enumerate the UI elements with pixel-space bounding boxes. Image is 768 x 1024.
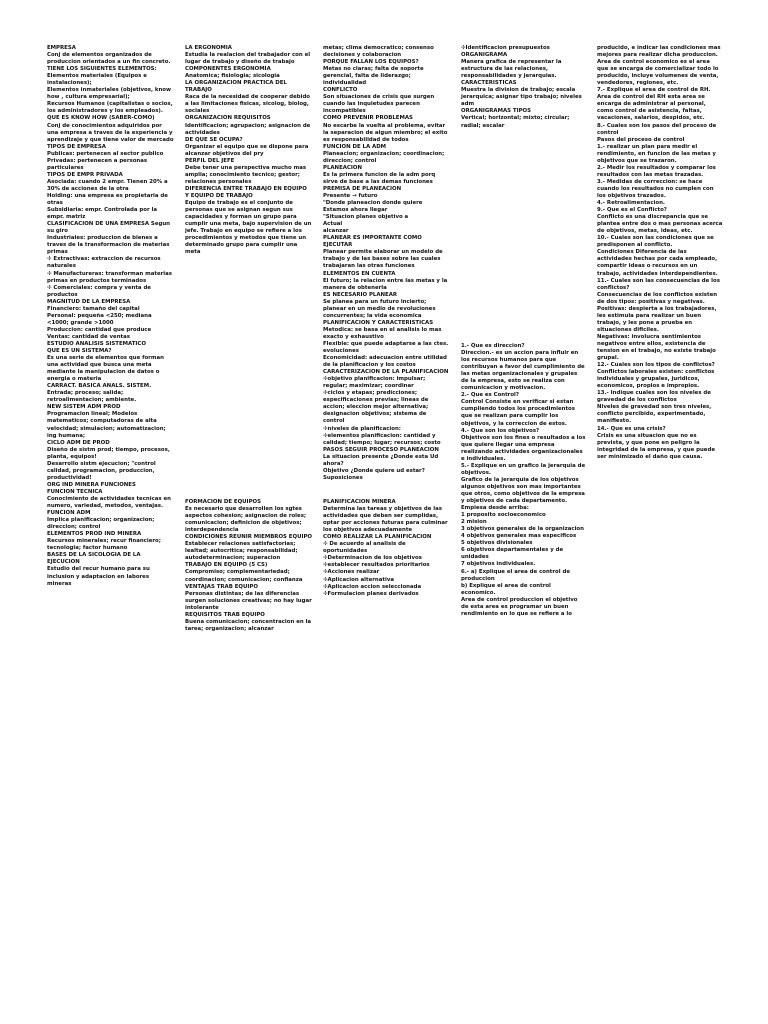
text-line: Entrada; proceso; salida; retroalimentacion; ambiente. <box>47 390 137 404</box>
text-line: 1.- realizar un plan para medir el rendimiento, en funcion de las metas y objetivos que se trazaron. <box>597 143 716 164</box>
text-line: No escarbe la vuelta al problema, evitar la separacion de algun miembro; el exito es responsabilidad de todos <box>323 122 448 143</box>
text-line: Control Consiste en verificar si estan cumpliendo todos los procedimientos que se realizan para cumplir los objetivos, y la correccion de estos. <box>461 399 575 427</box>
text-line: FUNCION ADM <box>47 510 91 517</box>
text-line: ELEMENTOS PROD IND MINERA <box>47 531 142 538</box>
text-line: Compromiso; complementariedad; coordinacion; comunicacion; confianza <box>185 569 303 583</box>
text-line: 7 objetivos individuales. <box>461 561 536 568</box>
text-line: DE QUE SE OCUPA? <box>185 136 243 143</box>
text-line: COMO REALIZAR LA PLANIFICACION <box>323 534 432 541</box>
text-line: Diseño de sistm prod; tiempo, procesos, planta, equipos! <box>47 446 170 460</box>
text-line: ELEMENTOS EN CUENTA <box>323 270 396 277</box>
text-line: ES NECESARIO PLANEAR <box>323 291 398 298</box>
text-line: Metas no claras; falta de soporte gerencial, falta de liderazgo; individualidad <box>323 66 424 87</box>
text-line: LA ORGANIZACION PRACTICA DEL TRABAJO <box>185 80 287 94</box>
text-line: Se planea para un futuro incierto; planear en un medio de revoluciones concurrentes; la vida economica <box>323 298 436 319</box>
text-line: Implica planificacion; organizacion; direccion; control <box>47 517 155 531</box>
text-line: Estudia la realacion del trabajador con el lugar de trabajo y diseño de trabajo <box>185 52 311 66</box>
text-column-2 <box>185 45 312 256</box>
text-line: MAGNITUD DE LA EMPRESA <box>47 298 131 305</box>
text-line: alcanzar <box>323 228 349 235</box>
text-line: ORGANIGRAMA <box>461 52 508 59</box>
text-line: Elementos inmateriales (objetivos, know how , cultura empresarial); <box>47 87 171 101</box>
text-line: Economicidad: adecuacion entre utilidad de la planificacion y los costos <box>323 355 447 369</box>
text-line: Establecer relaciones satisfactorias; lealtad; autocritica; responsabilidad; autodeterminacion; superacion <box>185 541 298 562</box>
text-line: Es necesario que desarrollen los sgtes aspectos cohesion; asignacion de roles; comunicacion; definicion de objetivos; interdependencia <box>185 506 307 534</box>
text-line: ✢Identificacion presupuestos <box>461 45 550 51</box>
text-line: Pasos del proceso de control <box>597 136 685 143</box>
text-line: Raca de la necesidad de cooperar debido a las limitaciones fisicas, sicolog, biolog, sociales <box>185 94 311 115</box>
text-line: QUE ES KNOW HOW (SABER-COMO) <box>47 115 155 122</box>
text-line: Actual <box>323 221 343 228</box>
text-line: ORGANIZACION REQUISITOS <box>185 115 271 122</box>
text-line: 11.- Cuales son las consecuencias de los conflictos? <box>597 277 720 291</box>
text-line: PREMISA DE PLANEACION <box>323 185 402 192</box>
text-line: El futuro; la relacion entre las metas y la manera de obtenerla <box>323 277 448 291</box>
text-line: Grafico de la jerarquia de los objetivos algunos objetivos son mas importantes que otros, como objetivos de la empresa y objetivos de cada departamento. Empiesa desde arriba: <box>461 476 585 512</box>
text-line: ✢elementos planificacion: cantidad y calidad; tiempo; lugar; recursos; costo <box>323 432 441 446</box>
text-line: DIFERENCIA ENTRE TRABAJO EN EQUIPO Y EQUIPO DE TRABAJO <box>185 185 307 199</box>
text-line: Subsidiaria: empr. Controlada por la empr. matriz <box>47 207 157 221</box>
text-line: PASOS SEGUIR PROCESO PLANEACION <box>323 446 439 453</box>
text-line: 2.- Que es Control? <box>461 392 520 399</box>
text-line: Determina las tareas y objetivos de las actividades que deben ser cumplidas, optar por acciones futuras para culminar los objetivos adecuadamente <box>323 506 448 534</box>
text-line: 10.- Cuales son las condiciones que se predisponen al conflicto. <box>597 235 714 249</box>
text-line: Son situaciones de crisis que surgen cuando las inquietudes parecen incompatibles <box>323 94 435 115</box>
text-line: Conj de elementos organizados de produccion orientados a un fin concreto. <box>47 52 171 66</box>
text-line: 4 objetivos generales mas especificos <box>461 533 577 540</box>
text-line: Positivas: despierta a los trabajadores, les estimula para realizar un buen trabajo, y les pone a prueba en situaciones dificiles. <box>597 305 717 333</box>
text-line: VENTAJAS TRAB EQUIPO <box>185 583 258 590</box>
text-line: BASES DE LA SICOLOGIA DE LA EJECUCION <box>47 552 141 566</box>
text-line: Publicas: pertenecen al sector publico <box>47 150 164 157</box>
text-line: Flexible: que puede adaptarse a las ctes. evoluciones <box>323 340 449 355</box>
text-line: ✢objetivo planificacion: impulsar; regular; maximizar; coordinar <box>323 376 426 390</box>
text-line: Financiero: tamaño del capital <box>47 305 140 312</box>
text-line: Anatomica; fisiologia; sicologia <box>185 73 280 80</box>
text-line: Conflictos laborales existen: conflictos individuales y grupales, juridicos, economicos, propios e impropios. <box>597 369 715 390</box>
text-line: FORMACION DE EQUIPOS <box>185 499 261 505</box>
text-line: "Situacion planes objetivo a <box>323 214 409 221</box>
text-line: 13.- Indique cuales son los niveles de gravedad de los conflictos <box>597 390 711 404</box>
text-line: CLASIFICACION DE UNA EMPRESA Segun su giro <box>47 221 171 235</box>
text-line: CARRACT. BASICA ANALS. SISTEM. <box>47 383 152 390</box>
text-line: NEW SISTEM ADM PROD <box>47 404 121 411</box>
text-line: 1.- Que es direccion? <box>461 343 525 349</box>
text-line: Equipo de trabajo es el conjunto de personas que se asignan segun sus capacidades y forman un grupo para cumplir una meta, bajo supervision de un jefe. Trabajo en equipo se refiere a los procedimientos y metodos que tiene un determinado grupo para cumplir una meta <box>185 200 312 256</box>
text-line: PLANEACION <box>323 164 362 171</box>
text-column-1 <box>47 45 174 588</box>
text-line: ✢ De acuerdo al analisis de oportunidades <box>323 541 406 555</box>
text-line: 1 proposito socioeconomico <box>461 512 546 519</box>
text-line: Presente → futuro <box>323 192 378 199</box>
text-line: Negativas: involucra sentimientos negativos entre ellos, existencia de tension en el trabajo, no existe trabajo grupal. <box>597 333 716 362</box>
text-line: COMO PREVENIR PROBLEMAS <box>323 115 413 122</box>
text-line: PERFIL DEL JEFE <box>185 157 235 164</box>
text-line: Area de control del RH esta area se encarga de administrar al personal, como control de asistencia, faltas, vacaciones, salarios, despidos, etc. <box>597 94 706 122</box>
text-line: Estamos ahora llegar <box>323 207 388 214</box>
text-line: Recursos minerales; recur financiero; tecnologia; factor humano <box>47 538 161 552</box>
text-line: TIENE LOS SIGUIENTES ELEMENTOS: <box>47 66 157 73</box>
text-line: 2.- Medir los resultados y comparar los resultados con las metas trazadas. <box>597 164 716 178</box>
text-line: 4.- Retroalimentacion. <box>597 200 665 207</box>
text-line: La situacion presente ¿Donde esta Ud ahora? <box>323 453 439 467</box>
text-line: Recursos Humanos (capitalistas o socios, los administradores y los empleados). <box>47 101 173 115</box>
text-line: PLANEAR ES IMPORTANTE COMO EJECUTAR <box>323 235 422 249</box>
text-line: Direccion.- es un accion para influir en los recursos humanos para que contribuyan a favor del cumplimiento de las metas organizacionales y grupales de la empresa, esto se realiza con comunicacion y motivacion. <box>461 350 585 392</box>
text-line: Holding: una empresa es propietaria de otras <box>47 192 168 207</box>
text-line: PLANIFICACION Y CARACTERISTICAS <box>323 319 434 326</box>
text-column-5 <box>597 45 723 461</box>
text-line: Programacion lineal; Modelos matematicos; computadoras de alta velocidad; simulacion; automatizacion; ing humana; <box>47 411 166 439</box>
text-line: FUNCION TECNICA <box>47 488 103 495</box>
text-line: PLANIFICACION MINERA <box>323 499 396 505</box>
text-line: Area de control produccion el objetivo de esta area es programar un buen rendimiento en lo que se refiere a lo <box>461 596 578 617</box>
text-line: Conflicto es una discrepancia que se plantea entre dos o mas personas acerca de objetivos, metas, ideas, etc. <box>597 214 723 235</box>
text-line: Planeacion; organizacion; coordinacion; direccion; control <box>323 150 445 164</box>
text-line: 9.- Que es el Conflicto? <box>597 207 667 214</box>
text-line: 5.- Explique en un grafico la jerarquia de objetivos. <box>461 462 586 476</box>
text-line: ✢niveles de planificacion: <box>323 425 401 432</box>
text-line: producido, e indicar las condiciones mas mejores para realizar dicha produccion. Area de control economico es el area que se encarga de comercializar todo lo producido, incluye volumenes de venta, vendedores, regiones, etc. <box>597 45 721 87</box>
text-line: 3 objetivos generales de la organizacion <box>461 526 584 533</box>
text-line: Personal: pequeña <250; mediana <1000; grande >1000 <box>47 312 152 326</box>
text-line: TRABAJO EN EQUIPO (5 CS) <box>185 562 268 569</box>
text-line: metas; clima democratico; consenso decisiones y colaboracion <box>323 45 434 59</box>
text-line: ESTUDIO ANALISIS SISTEMATICO <box>47 340 146 347</box>
text-line: CONFLICTO <box>323 87 358 94</box>
text-line: ✢ Manufactureras: transforman materias primas en productos terminados <box>47 270 172 284</box>
text-line: Buena comunicacion; concentracion en la tarea; organizacion; alcanzar <box>185 618 312 632</box>
text-line: CICLO ADM DE PROD <box>47 439 110 446</box>
text-line: 4.- Que son los objetivos? <box>461 427 540 434</box>
text-line: ✢ Comerciales: compra y venta de productos <box>47 284 151 298</box>
text-line: Elementos materiales (Equipos e instalaciones); <box>47 73 147 87</box>
text-line: Personas distintas; de las diferencias surgen soluciones creativas; no hay lugar intolerante <box>185 590 312 611</box>
text-line: TIPOS DE EMPRESA <box>47 143 106 150</box>
text-line: ✢establecer resultados prioritarios <box>323 562 430 569</box>
text-line: PORQUE FALLAN LOS EQUIPOS? <box>323 59 419 66</box>
text-line: Es la primera funcion de la adm porq sirve de base a las demas funciones <box>323 171 436 185</box>
text-line: Vertical; horizontal; mixto; circular; radial; escalar <box>461 115 570 129</box>
text-line: 6.- a) Explique el area de control de produccion <box>461 568 570 582</box>
text-line: COMPONENTES ERGONOMIA <box>185 66 271 73</box>
text-line: 5 objetivos divisionales <box>461 540 533 547</box>
text-column-4-lower <box>461 343 586 618</box>
text-line: Condiciones Diferencia de las actividades hechas por cada empleado, compartir ideas o recursos en un trabajo, actividades interdependientes. <box>597 249 718 277</box>
text-column-4 <box>461 45 586 130</box>
text-line: QUE ES UN SISTEMA? <box>47 348 112 355</box>
text-line: 3.- Medidas de correccion: se hace cuando los resultados no cumplen con los objetivos trazados. <box>597 178 714 199</box>
text-line: Debe tener una perspectiva mucho mas amplia; conocimiento tecnico; gestor; relaciones personales <box>185 164 307 185</box>
text-line: ✢Aplicacion alternativa <box>323 576 394 583</box>
text-line: ORGANIGRAMAS TIPOS <box>461 108 531 115</box>
text-line: LA ERGONOMIA <box>185 45 232 51</box>
text-line: Ventas: cantidad de ventas <box>47 333 130 340</box>
text-line: ✢ciclos y etapas; predicciones; especificaciones previas; lineas de accion; eleccion mejor alternativa; designacion objetivos; sistema de control <box>323 390 429 425</box>
text-line: Planear permite elaborar un modelo de trabajo y de las bases sobre las cuales trabajaran las otras funciones <box>323 249 443 270</box>
text-line: Produccion: cantidad que produce <box>47 326 152 333</box>
text-line: Muestra la division de trabajo; escala jerarquica; asignar tipo trabajo; niveles adm <box>461 87 582 108</box>
text-line: Crisis es una situacion que no es prevista, y que pone en peligro la integridad de la empresa, y que puede ser minimizado el daño que causa. <box>597 432 715 460</box>
text-line: 14.- Que es una crisis? <box>597 425 666 432</box>
text-line: Conj de conocimientos adquiridos por una empresa a traves de la experiencia y aprendizaje y que tiene valor de mercado <box>47 122 174 143</box>
text-line: ✢Aplicacion accion seleccionada <box>323 583 422 590</box>
text-line: ORG IND MINERA FUNCIONES <box>47 481 136 488</box>
text-line: Niveles de gravedad son tres niveles, conflicto percibido, experimentado, manifiesto. <box>597 404 712 425</box>
text-line: Organizar el equipo que se dispone para alcanzar objetivos del pry <box>185 143 309 157</box>
text-line: REQUISITOS TRAB EQUIPO <box>185 611 265 618</box>
text-line: EMPRESA <box>47 45 76 51</box>
text-line: 2 mision <box>461 519 487 526</box>
text-line: CARACTERISTICAS <box>461 80 517 87</box>
text-line: Estudio del recur humano para su inclusion y adaptacion en labores mineras <box>47 566 150 587</box>
text-line: ✢Determinacion de los objetivos <box>323 555 422 562</box>
text-line: "Donde planeacion donde quiere <box>323 200 423 207</box>
text-line: CARACTERIZACION DE LA PLANIFICACION <box>323 369 449 376</box>
text-line: Asociada: cuando 2 empr. Tienen 20% a 30% de acciones de la otra <box>47 178 168 192</box>
text-line: 8.- Cuales son los pasos del proceso de control <box>597 122 717 136</box>
text-column-2-lower <box>185 499 312 633</box>
text-line: 6 objetivos departamentales y de unidades <box>461 547 564 561</box>
text-line: Metodica: se basa en el analisis lo mas exacto y exhaustivo <box>323 326 442 340</box>
text-line: b) Explique el area de control economico. <box>461 582 551 596</box>
text-line: Objetivo ¿Donde quiere ud estar? <box>323 467 425 474</box>
text-line: Identificacion; agrupacion; asignacion de actividades <box>185 122 311 136</box>
text-line: Manera grafica de representar la estructura de las relaciones, responsabilidades y jerarquias. <box>461 59 562 80</box>
text-line: Objetivos son los fines o resultados a los que quiere llegar una empresa realizando actividades organizacionales e individuales. <box>461 434 586 462</box>
text-line: Privadas: pertenecen a personas particulares <box>47 157 148 171</box>
text-line: Suposiciones <box>323 474 363 481</box>
text-line: ✢Formulacion planes derivados <box>323 590 419 597</box>
text-line: TIPOS DE EMPR PRIVADA <box>47 171 123 178</box>
text-line: ✢Acciones realizar <box>323 569 380 576</box>
text-line: 12.- Cuales son los tipos de conflictos? <box>597 362 715 369</box>
text-line: Industriales: produccion de bienes a traves de la transformacion de materias primas <box>47 235 170 256</box>
text-line: FUNCION DE LA ADM <box>323 143 387 150</box>
text-line: CONDICIONES REUNIR MIEMBROS EQUIPO <box>185 534 312 541</box>
text-column-3-lower <box>323 499 449 598</box>
text-line: Desarrollo sistm ejecucion; "control calidad, programacion, produccion, productividad! <box>47 460 156 481</box>
text-line: ✢ Extractivas: extraccion de recursos naturales <box>47 256 161 270</box>
text-line: Conocimiento de actividades tecnicas en numero, variedad, metodos, ventajas. <box>47 496 171 510</box>
text-line: 7.- Explique el area de control de RH. <box>597 87 711 94</box>
text-line: Consecuencias de los conflictos existen de dos tipos: positivas y negativas. <box>597 291 718 305</box>
text-line: Es una serie de elementos que forman una actividad que busca una meta mediante la manipulacion de datos o energia o materia <box>47 355 164 383</box>
text-column-3 <box>323 45 449 482</box>
